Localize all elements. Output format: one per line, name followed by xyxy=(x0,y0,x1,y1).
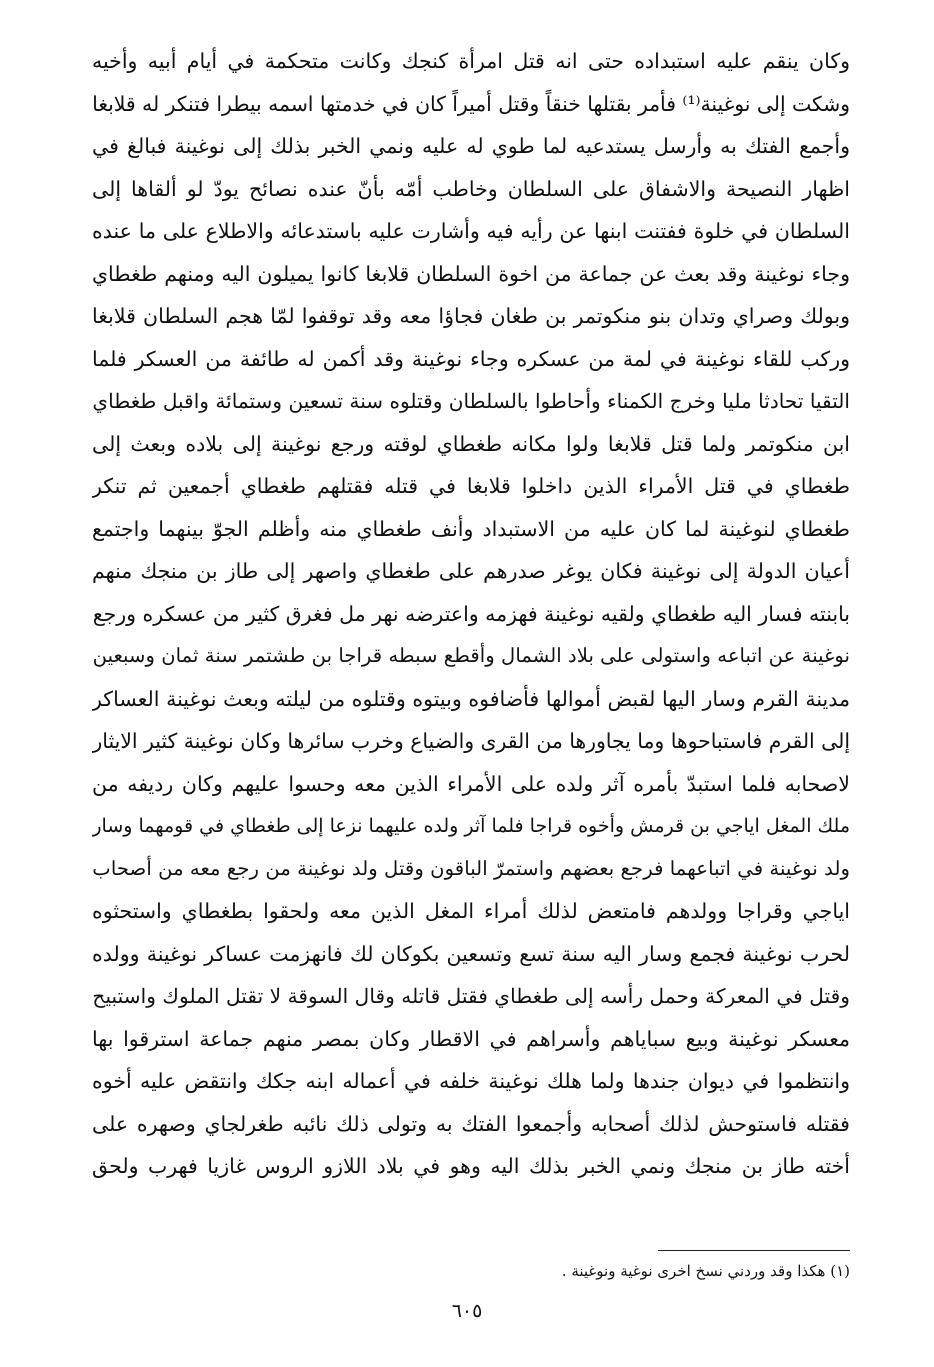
text-line: وكان ينقم عليه استبداده حتى انه قتل امرأة كنجك وكانت متحكمة في أيام أبيه وأخيه xyxy=(92,49,850,73)
text-line: لاصحابه فلما استبدّ بأمره آثر ولده على الأمراء الذين معه وحسوا عليهم وكان رديفه من xyxy=(92,771,850,796)
text-line: طغطاي في قتل الأمراء الذين داخلوا قلابغا في قتله فقتلهم طغطاي أجمعين ثم تنكر xyxy=(92,474,850,498)
page-number: ٦٠٥ xyxy=(451,1300,483,1322)
footnote-separator xyxy=(658,1250,850,1251)
text-line: وجاء نوغينة وقد بعث عن جماعة من اخوة السلطان قلابغا كانوا يميلون اليه ومنهم طغطاي xyxy=(92,261,850,286)
text-line: مدينة القرم وسار اليها لقبض أموالها فأضافوه وبيتوه وقتلوه من ليلته وبعث نوغينة العساكر xyxy=(92,686,850,711)
text-line: إلى القرم فاستباحوها وما يجاورها من القرى والضياع وخرب سائرها وكان نوغينة كثير الايثار xyxy=(92,729,850,753)
text-line: وبولك وصراي وتدان بنو منكوتمر بن طغان فجاؤا معه وقد توقفوا لمّا هجم السلطان قلابغا xyxy=(92,304,850,328)
text-line: معسكر نوغينة وبيع سباياهم وأسراهم في الاقطار وكان بمصر منهم جماعة استرقوا بها xyxy=(92,1026,850,1051)
text-line: أعيان الدولة إلى نوغينة فكان يوغر صدرهم على طغطاي واصهر إلى طاز بن منجك منهم xyxy=(92,559,850,583)
text-line: لحرب نوغينة فجمع وسار اليه سنة تسع وتسعين بكوكان لك فانهزمت عساكر نوغينة وولده xyxy=(92,941,850,966)
text-line: ابن منكوتمر ولما قتل قلابغا ولوا مكانه طغطاي لوقته ورجع نوغينة إلى بلاده وبعث إلى xyxy=(92,431,850,456)
text-line: طغطاي لنوغينة لما كان عليه من الاستبداد وأنف طغطاي منه وأظلم الجوّ بينهما واجتمع xyxy=(92,516,850,541)
text-line: نوغينة عن اتباعه واستولى على بلاد الشمال وأقطع سبطه قراجا بن طشتمر سنة ثمان وسبعين xyxy=(92,644,850,667)
text-line: التقيا تحادثا مليا وخرج الكمناء وأحاطوا بالسلطان وقتلوه سنة تسعين وستمائة واقبل طغطاي xyxy=(92,389,850,413)
text-line: اياجي وقراجا وولدهم فامتعض لذلك أمراء المغل الذين معه ولحقوا بطغطاي واستحثوه xyxy=(92,899,850,923)
text-line: وركب للقاء نوغينة في لمة من عسكره وجاء نوغينة وقد أكمن له طائفة من العسكر فلما xyxy=(92,346,850,371)
body-text xyxy=(92,40,850,1188)
text-line: السلطان في خلوة ففتنت ابنها عن رأيه فيه وأشارت عليه باستدعائه والاطلاع على ما عنده xyxy=(92,219,850,243)
text-line: وقتل في المعركة وحمل رأسه إلى طغطاي فقتل قاتله وقال السوقة لا تقتل الملوك واستبيح xyxy=(92,984,850,1008)
text-line: بابنته فسار اليه طغطاي ولقيه نوغينة فهزمه واعترضه نهر مل فغرق كثير من عسكره ورجع xyxy=(92,601,850,626)
footnote: (١) هكذا وقد وردني نسخ اخرى نوغية ونوغينة . xyxy=(561,1262,850,1280)
text-line: وانتظموا في ديوان جندها ولما هلك نوغينة خلفه في أعماله ابنه جكك وانتقض عليه أخوه xyxy=(92,1069,850,1093)
text-line: أخته طاز بن منجك ونمي الخبر بذلك اليه وهو في بلاد اللازو الروس غازيا فهرب ولحق xyxy=(92,1154,850,1178)
text-line: وأجمع الفتك به وأرسل يستدعيه لما طوي له عليه ونمي الخبر بذلك إلى نوغينة فبالغ في xyxy=(92,134,850,158)
text-line: وشكت إلى نوغينة⁽¹⁾ فأمر بقتلها خنقاً وقتل أميراً كان في خدمتها اسمه بيطرا فتنكر له قلابغا xyxy=(92,91,850,116)
text-line: فقتله فاستوحش لذلك أصحابه وأجمعوا الفتك به وتولى ذلك نائبه طغرلجاي وصهره على xyxy=(92,1111,850,1136)
text-line: ولد نوغينة في اتباعهما فرجع بعضهم واستمرّ الباقون وقتل ولد نوغينة من رجع معه من أصحاب xyxy=(92,856,850,880)
text-line: اظهار النصيحة والاشفاق على السلطان وخاطب أمّه بأنّ عنده نصائح يودّ لو ألقاها إلى xyxy=(92,176,850,201)
text-line: ملك المغل اياجي بن قرمش وأخوه قراجا فلما آثر ولده عليهما نزعا إلى طغطاي في قومهما وسار xyxy=(92,815,850,837)
